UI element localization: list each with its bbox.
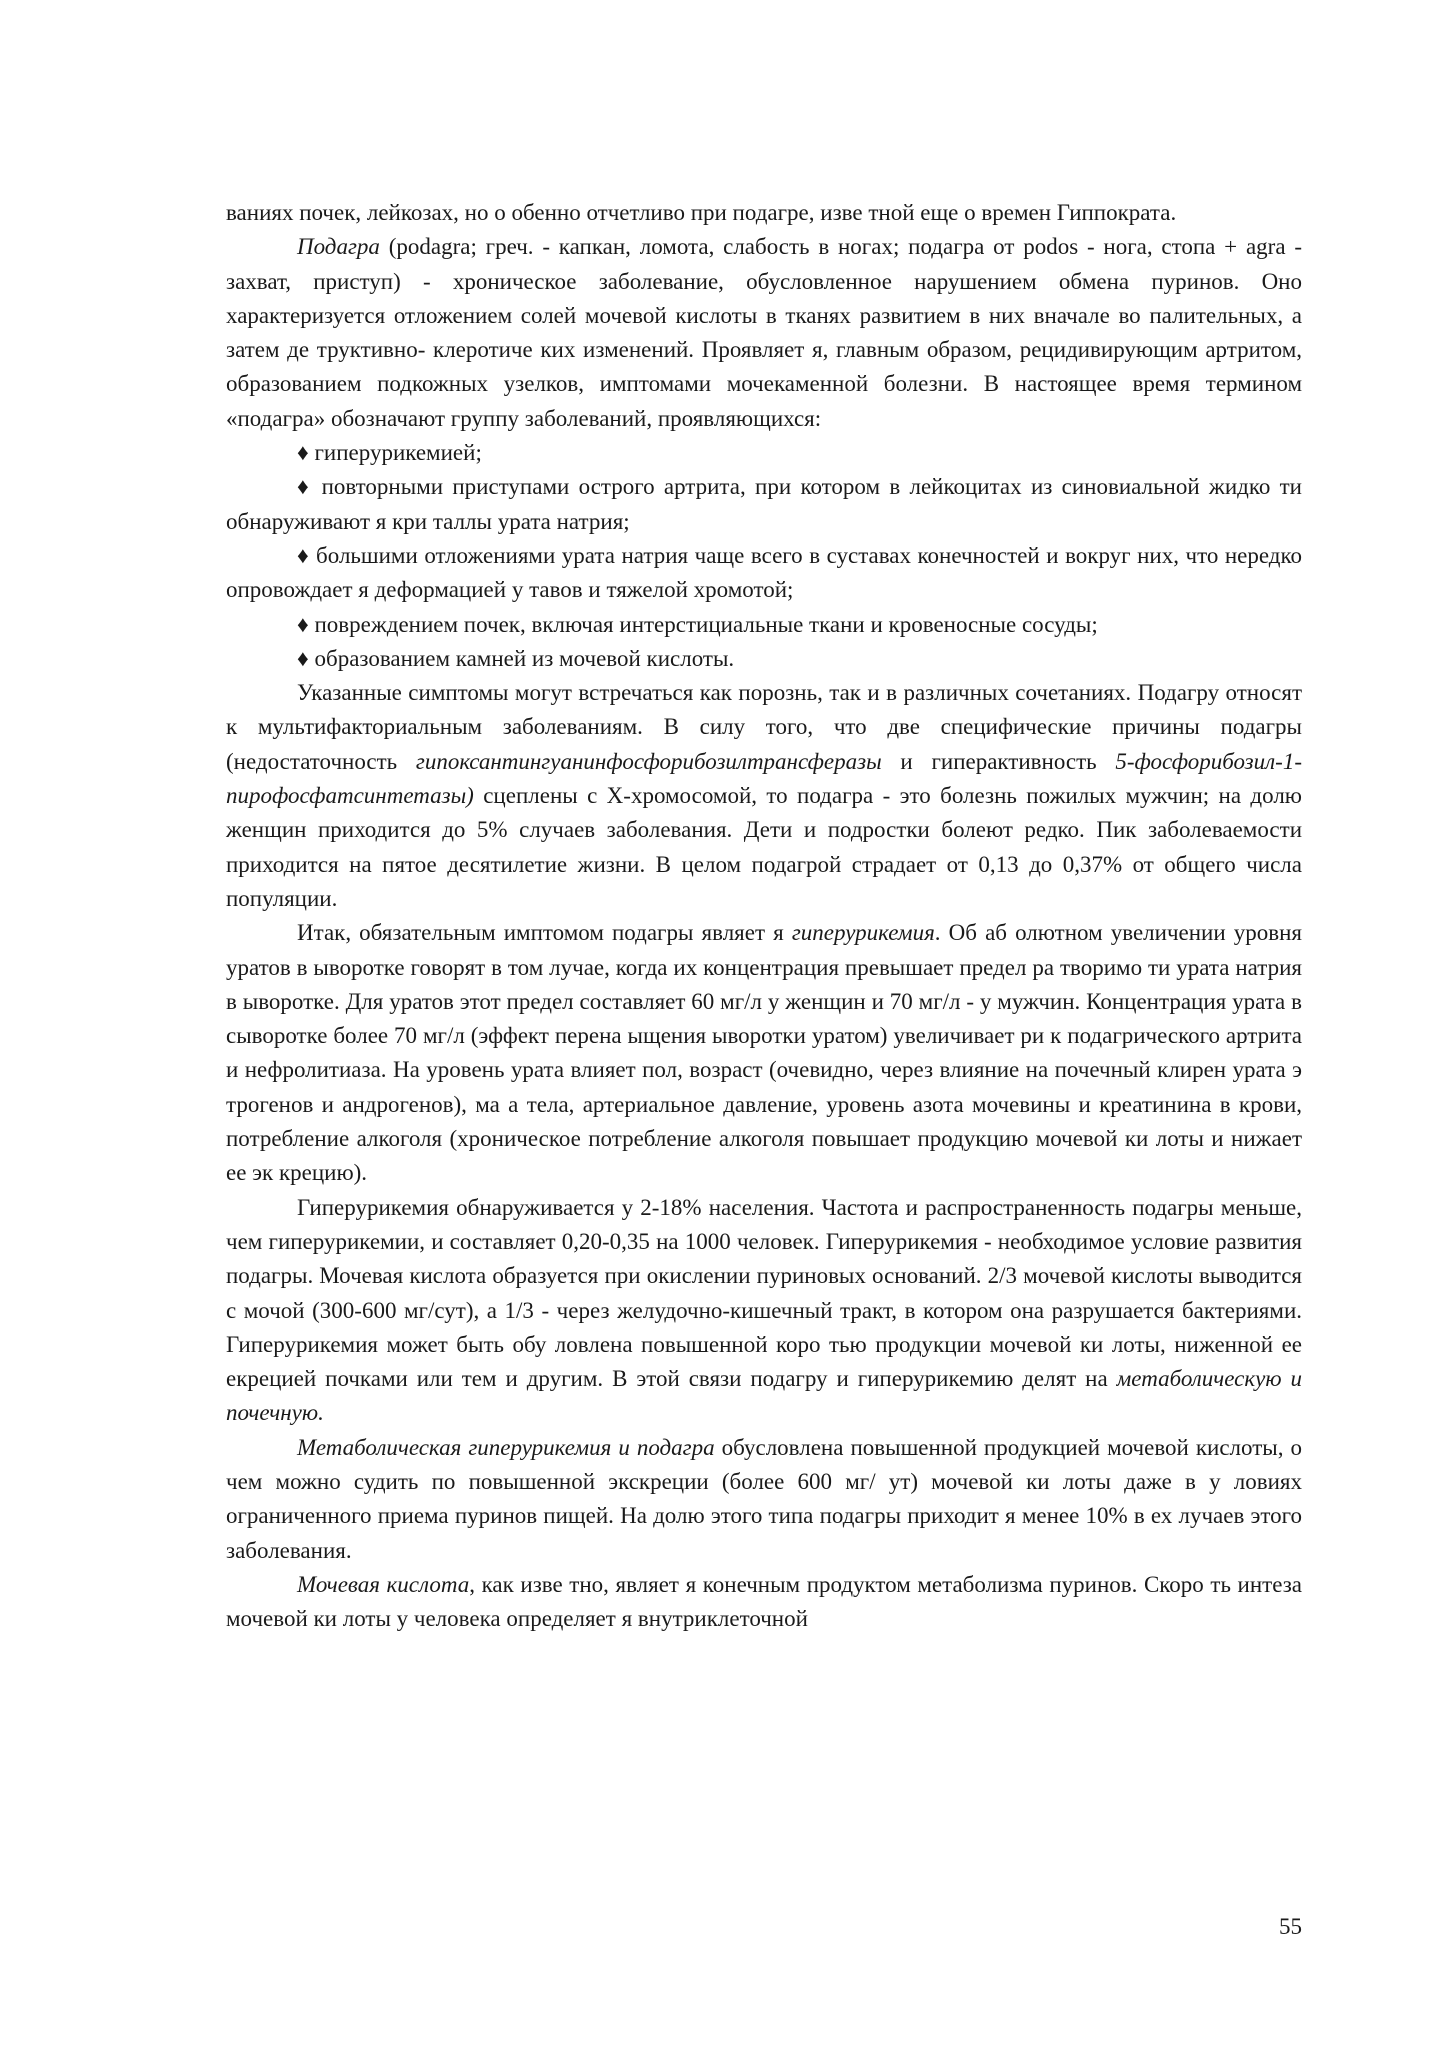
list-item: ♦ гиперурикемией; xyxy=(297,440,482,466)
paragraph-text: обусловлена повышенной продукцией мочевой кислоты, о чем можно судить по повышенной экскреции (более 600 мг/ ут) мочевой ки лоты даже в у ловиях ограниченного приема пуринов пищей. На долю этого типа подагры приходит я менее 10% в ех лучаев этого заболевания. xyxy=(226,1434,1302,1563)
paragraph-metabolic xyxy=(226,1431,1302,1568)
list-item: ♦ большими отложениями урата натрия чаще всего в суставах конечностей и вокруг них, что нередко опровождает я деформацией у тавов и тяжелой хромотой; xyxy=(226,542,1302,603)
paragraph-gout-definition xyxy=(226,230,1302,436)
paragraph-text: Гиперурикемия обнаруживается у 2-18% населения. Частота и распространенность подагры меньше, чем гиперурикемии, и составляет 0,20-0,35 на 1000 человек. Гиперурикемия - необходимое условие развития подагры. Мочевая кислота образуется при окислении пуриновых оснований. 2/3 мочевой кислоты выводится с мочой (300-600 мг/сут), а 1/3 - через желудочно-кишечный тракт, в котором она разрушается бактериями. Гиперурикемия может быть обу ловлена повышенной коро тью продукции мочевой ки лоты, ниженной ее екрецией почками или тем и другим. В этой связи подагру и гиперурикемию делят на xyxy=(226,1194,1302,1392)
paragraph-text: ваниях почек, лейкозах, но о обенно отчетливо при подагре, изве тной еще о времен Гиппократа. xyxy=(226,200,1177,225)
paragraph-symptoms xyxy=(226,676,1302,916)
paragraph-text: и гиперактивность xyxy=(881,748,1116,774)
term-enzyme-2: 5-фосфорибозил-1-пирофосфатсинтетазы) xyxy=(226,748,1303,809)
paragraph-text: сцеплены с X-хромосомой, то подагра - это болезнь пожилых мужчин; на долю женщин приходится до 5% случаев заболевания. Дети и подростки болеют редко. Пик заболеваемости приходится на пятое десятилетие жизни. В целом подагрой страдает от 0,13 до 0,37% от общего числа популяции. xyxy=(226,783,1302,911)
page-number: 55 xyxy=(1279,1914,1302,1939)
paragraph-text: , как изве тно, являет я конечным продуктом метаболизма пуринов. Скоро ть интеза мочевой ки лоты у человека определяет я внутриклеточной xyxy=(226,1571,1303,1632)
term-uric-acid: Мочевая кислота xyxy=(297,1571,470,1597)
paragraph-text: (podagra; греч. - капкан, ломота, слабость в ногах; подагра от podos - нога, стопа + agra - захват, приступ) - хроническое заболевание, обусловленное нарушением обмена пуринов. Оно характеризуется отложением солей мочевой кислоты в тканях развитием в них вначале во палительных, а затем де труктивно- клеротиче ких изменений. Проявляет я, главным образом, рецидивирующим артритом, образованием подкожных узелков, имптомами мочекаменной болезни. В настоящее время термином «подагра» обозначают группу заболеваний, проявляющихся: xyxy=(226,234,1302,431)
paragraph-continuation xyxy=(226,196,1302,230)
paragraph-prevalence xyxy=(226,1191,1302,1431)
term-classification: метаболическую и почечную. xyxy=(226,1366,1302,1426)
list-item: ♦ образованием камней из мочевой кислоты. xyxy=(297,645,735,671)
paragraph-text: Итак, обязательным имптомом подагры являет я xyxy=(297,920,792,946)
page-text-body xyxy=(226,196,1302,1636)
term-metabolic-gout: Метаболическая гиперурикемия и подагра xyxy=(297,1434,715,1460)
paragraph-uric-acid xyxy=(226,1568,1302,1637)
term-enzyme-1: гипоксантингуанинфосфорибозилтрансферазы xyxy=(415,748,882,774)
paragraph-hyperuricemia xyxy=(226,916,1302,1190)
list-item: ♦ повреждением почек, включая интерстициальные ткани и кровеносные сосуды; xyxy=(297,611,1098,637)
paragraph-text: Указанные симптомы могут встречаться как порознь, так и в различных сочетаниях. Подагру относят к мультифакториальным заболеваниям. В силу того, что две специфические причины подагры (недостаточность xyxy=(226,680,1302,774)
paragraph-text: . Об аб олютном увеличении уровня уратов в ыворотке говорят в том лучае, когда их концентрация превышает предел ра творимо ти урата натрия в ыворотке. Для уратов этот предел составляет 60 мг/л у женщин и 70 мг/л - у мужчин. Концентрация урата в сыворотке более 70 мг/л (эффект перена ыщения ыворотки уратом) увеличивает ри к подагрического артрита и нефролитиаза. На уровень урата влияет пол, возраст (очевидно, через влияние на почечный клирен урата э трогенов и андрогенов), ма а тела, артериальное давление, уровень азота мочевины и креатинина в крови, потребление алкоголя (хроническое потребление алкоголя повышает продукцию мочевой ки лоты и нижает ее эк крецию). xyxy=(226,920,1303,1186)
list-item: ♦ повторными приступами острого артрита, при котором в лейкоцитах из синовиальной жидко ти обнаруживают я кри таллы урата натрия; xyxy=(226,474,1302,534)
term-gout: Подагра xyxy=(297,234,380,260)
term-hyperuricemia: гиперурикемия xyxy=(791,920,935,946)
